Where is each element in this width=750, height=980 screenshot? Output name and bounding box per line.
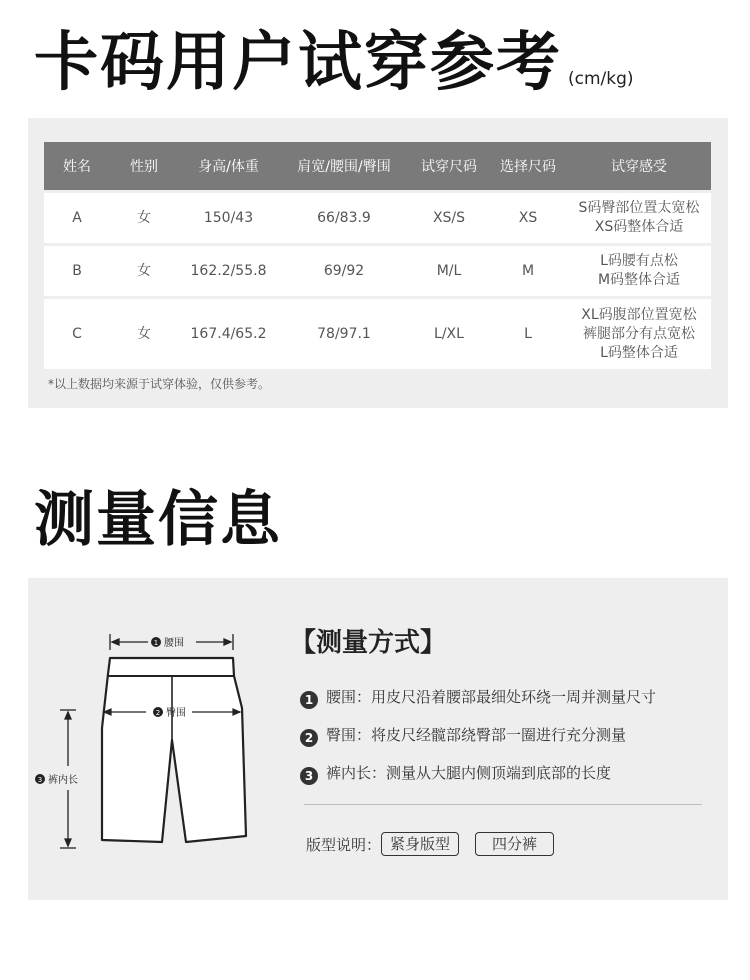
- feedback-line: XS码整体合适: [594, 219, 684, 235]
- number-badge: 1: [300, 691, 318, 709]
- waist-number: 1: [153, 639, 159, 647]
- column-header: 性别: [110, 142, 178, 190]
- measurement-item-hip: [300, 724, 626, 747]
- unit-label: (cm/kg): [568, 69, 634, 89]
- column-header: 姓名: [44, 142, 110, 190]
- measurements-cell: 78/97.1: [279, 299, 409, 369]
- column-header: 选择尺码: [489, 142, 567, 190]
- feedback-line: 裤腿部分有点宽松: [583, 325, 695, 342]
- gender-cell: 女: [110, 246, 178, 296]
- fit-label: 版型说明：: [306, 835, 382, 854]
- divider: [304, 804, 702, 805]
- feedback-line: L码整体合适: [600, 344, 678, 361]
- tried-size-cell: M/L: [409, 246, 489, 296]
- hip-label: 臀围: [166, 708, 186, 719]
- measurement-method-heading: 【测量方式】: [290, 628, 447, 658]
- tried-size-cell: L/XL: [409, 299, 489, 369]
- waist-label: 腰围: [164, 638, 184, 649]
- height-weight-cell: 167.4/65.2: [178, 299, 279, 369]
- number-badge: 3: [300, 767, 318, 785]
- chosen-size-cell: L: [489, 299, 567, 369]
- feedback-cell: [567, 193, 711, 243]
- fit-type-row: [306, 832, 570, 856]
- hip-number: 2: [155, 709, 161, 717]
- measurement-text: 臀围：将皮尺经髋部绕臀部一圈进行充分测量: [326, 726, 627, 744]
- feedback-line: M码整体合适: [597, 272, 681, 288]
- height-weight-cell: 150/43: [178, 193, 279, 243]
- length-tag: 四分裤: [475, 832, 554, 856]
- measurement-text: 裤内长：测量从大腿内侧顶端到底部的长度: [326, 764, 612, 782]
- inseam-number: 3: [37, 776, 43, 784]
- measurement-text: 腰围：用皮尺沿着腰部最细处环绕一周并测量尺寸: [326, 688, 657, 706]
- measurements-cell: 69/92: [279, 246, 409, 296]
- table-row: [44, 299, 711, 369]
- name-cell: A: [44, 193, 110, 243]
- tried-size-cell: XS/S: [409, 193, 489, 243]
- table-row: [44, 246, 711, 296]
- section-title: 测量信息: [34, 485, 282, 555]
- name-cell: B: [44, 246, 110, 296]
- size-table: [44, 139, 711, 372]
- inseam-label: 裤内长: [48, 775, 78, 786]
- feedback-line: S码臀部位置太宽松: [578, 200, 700, 216]
- size-reference-panel: [28, 118, 728, 408]
- height-weight-cell: 162.2/55.8: [178, 246, 279, 296]
- table-header-row: [44, 142, 711, 190]
- gender-cell: 女: [110, 299, 178, 369]
- gender-cell: 女: [110, 193, 178, 243]
- fit-tag: 紧身版型: [381, 832, 459, 856]
- chosen-size-cell: XS: [489, 193, 567, 243]
- page-title: [34, 18, 634, 124]
- feedback-cell: [567, 299, 711, 369]
- measurements-cell: 66/83.9: [279, 193, 409, 243]
- measurement-item-inseam: [300, 762, 611, 785]
- name-cell: C: [44, 299, 110, 369]
- feedback-line: L码腰有点松: [600, 253, 678, 269]
- column-header: 肩宽/腰围/臀围: [279, 142, 409, 190]
- column-header: 试穿尺码: [409, 142, 489, 190]
- column-header: 试穿感受: [567, 142, 711, 190]
- feedback-line: XL码腹部位置宽松: [581, 306, 697, 323]
- shorts-diagram: [28, 578, 278, 900]
- table-row: [44, 193, 711, 243]
- feedback-cell: [567, 246, 711, 296]
- title-text: 卡码用户试穿参考: [34, 26, 562, 100]
- measurement-panel: [28, 578, 728, 900]
- column-header: 身高/体重: [178, 142, 279, 190]
- shorts-outline-icon: [102, 658, 246, 842]
- chosen-size-cell: M: [489, 246, 567, 296]
- disclaimer-note: *以上数据均来源于试穿体验，仅供参考。: [48, 377, 271, 391]
- measurement-item-waist: [300, 686, 656, 709]
- number-badge: 2: [300, 729, 318, 747]
